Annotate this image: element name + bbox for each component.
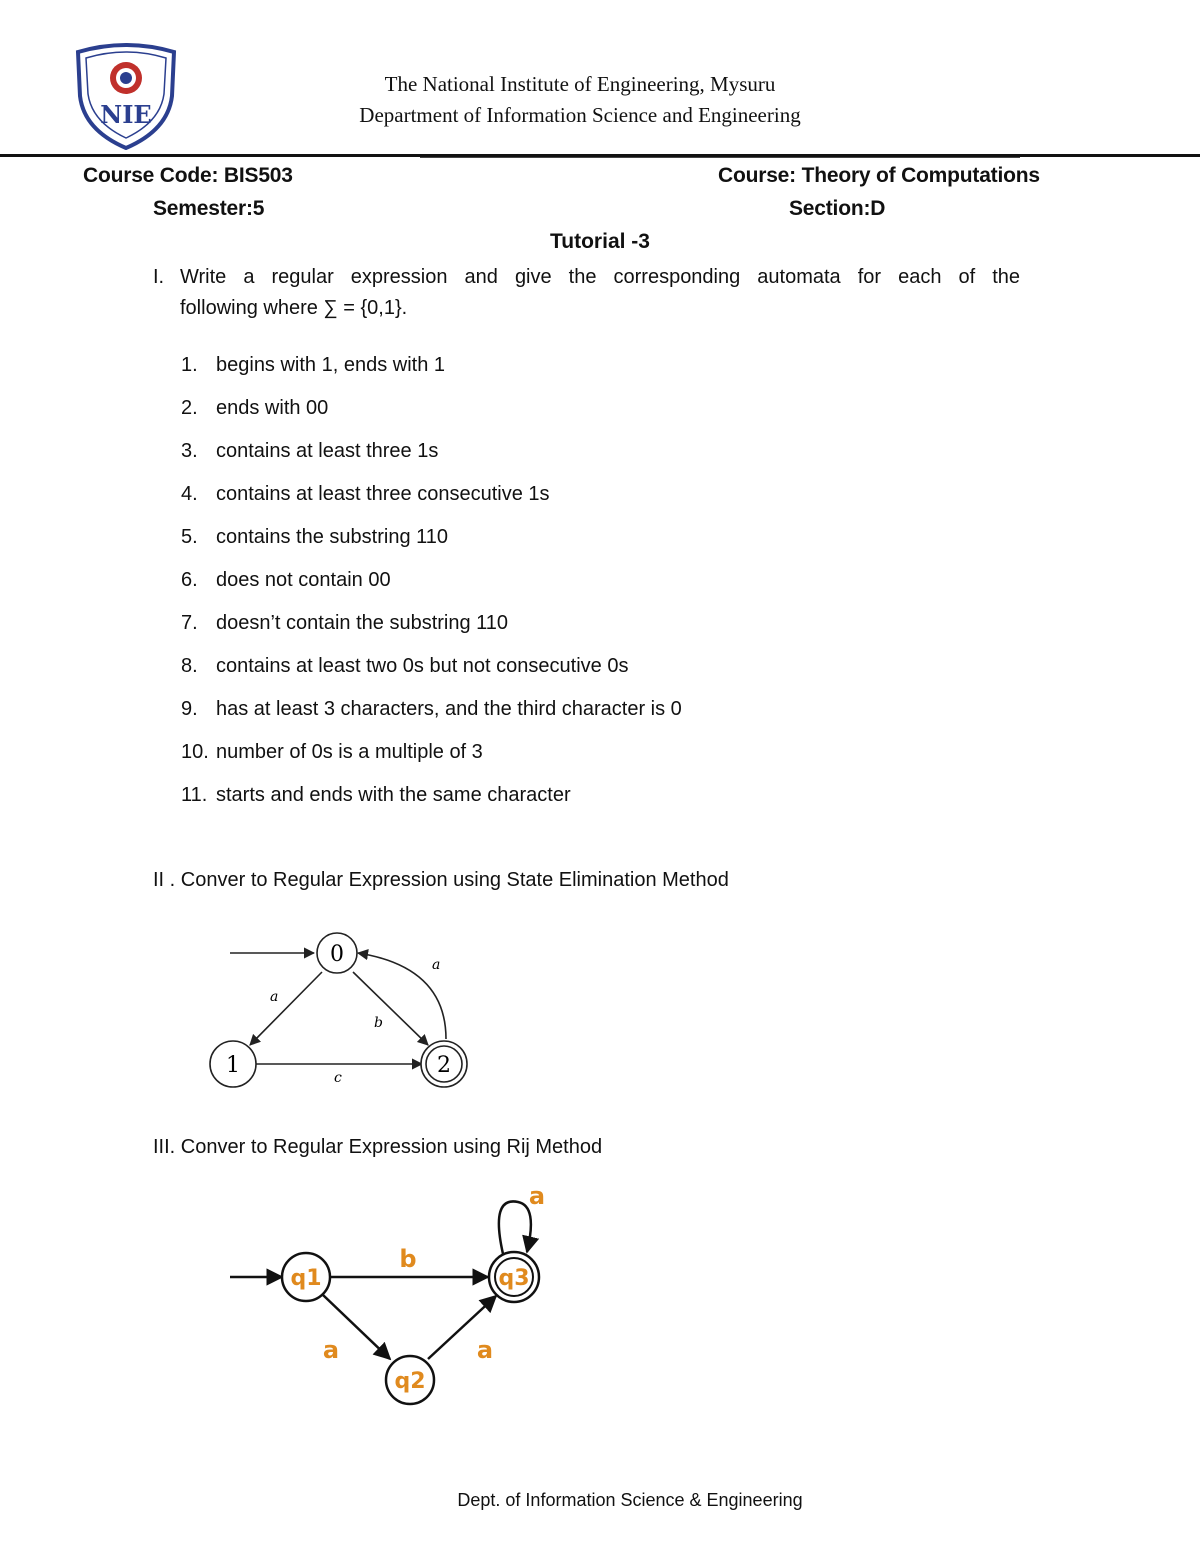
list-item: 5. contains the substring 110 — [181, 526, 449, 548]
question-2-title: II . Conver to Regular Expression using State Elimination Method — [153, 869, 729, 891]
state-q2-label: q2 — [394, 1369, 426, 1394]
list-item: 9. has at least 3 characters, and the third character is 0 — [181, 698, 682, 720]
logo-text: NIE — [100, 100, 152, 129]
question-3-title: III. Conver to Regular Expression using Rij Method — [153, 1136, 603, 1158]
question-1-list — [181, 352, 682, 825]
header-divider-thin — [420, 157, 1020, 158]
edge-0-1 — [250, 972, 322, 1045]
state-0-label: 0 — [330, 942, 344, 967]
state-2-label: 2 — [437, 1053, 451, 1078]
edge-q3-self-loop — [499, 1201, 531, 1254]
list-item: 11. starts and ends with the same character — [181, 784, 571, 806]
edge-0-2 — [353, 972, 428, 1045]
question-1-text-line2: following where ∑ = {0,1}. — [180, 297, 408, 319]
edge-q3-self-loop-label: a — [528, 1182, 546, 1210]
semester: Semester:5 — [153, 197, 265, 220]
state-q1-label: q1 — [290, 1266, 322, 1291]
rij-method-diagram — [220, 1178, 580, 1413]
section: Section:D — [789, 197, 886, 220]
list-item: 6. does not contain 00 — [181, 569, 391, 591]
list-item: 2. ends with 00 — [181, 397, 329, 419]
tutorial-title: Tutorial -3 — [550, 230, 650, 253]
edge-q2-q3-label: a — [476, 1336, 494, 1364]
list-item: 10. number of 0s is a multiple of 3 — [181, 741, 483, 763]
course-name: Course: Theory of Computations — [718, 164, 1040, 187]
question-1-prompt — [153, 262, 1020, 324]
edge-0-2-label: b — [374, 1015, 383, 1031]
edge-q1-q3-label: b — [399, 1245, 417, 1273]
edge-1-2-label: c — [334, 1070, 342, 1086]
list-item: 3. contains at least three 1s — [181, 440, 439, 462]
state-elimination-diagram — [190, 915, 490, 1100]
question-1-text-line1: Write a regular expression and give the corresponding automata for each of the — [180, 266, 1020, 288]
department-name: Department of Information Science and Engineering — [359, 103, 801, 127]
edge-0-1-label: a — [270, 989, 279, 1005]
nie-logo — [74, 38, 178, 150]
question-1-number: I. — [153, 266, 165, 288]
state-1-label: 1 — [226, 1053, 240, 1078]
state-q3-label: q3 — [498, 1266, 530, 1291]
course-code: Course Code: BIS503 — [83, 164, 293, 187]
list-item: 4. contains at least three consecutive 1s — [181, 483, 550, 505]
institute-name: The National Institute of Engineering, Mysuru — [384, 72, 776, 96]
list-item: 1. begins with 1, ends with 1 — [181, 354, 446, 376]
list-item: 7. doesn’t contain the substring 110 — [181, 612, 509, 634]
list-item: 8. contains at least two 0s but not consecutive 0s — [181, 655, 629, 677]
page-footer: Dept. of Information Science & Engineering — [457, 1490, 803, 1510]
edge-q1-q2-label: a — [322, 1336, 340, 1364]
edge-2-0-label: a — [432, 957, 441, 973]
